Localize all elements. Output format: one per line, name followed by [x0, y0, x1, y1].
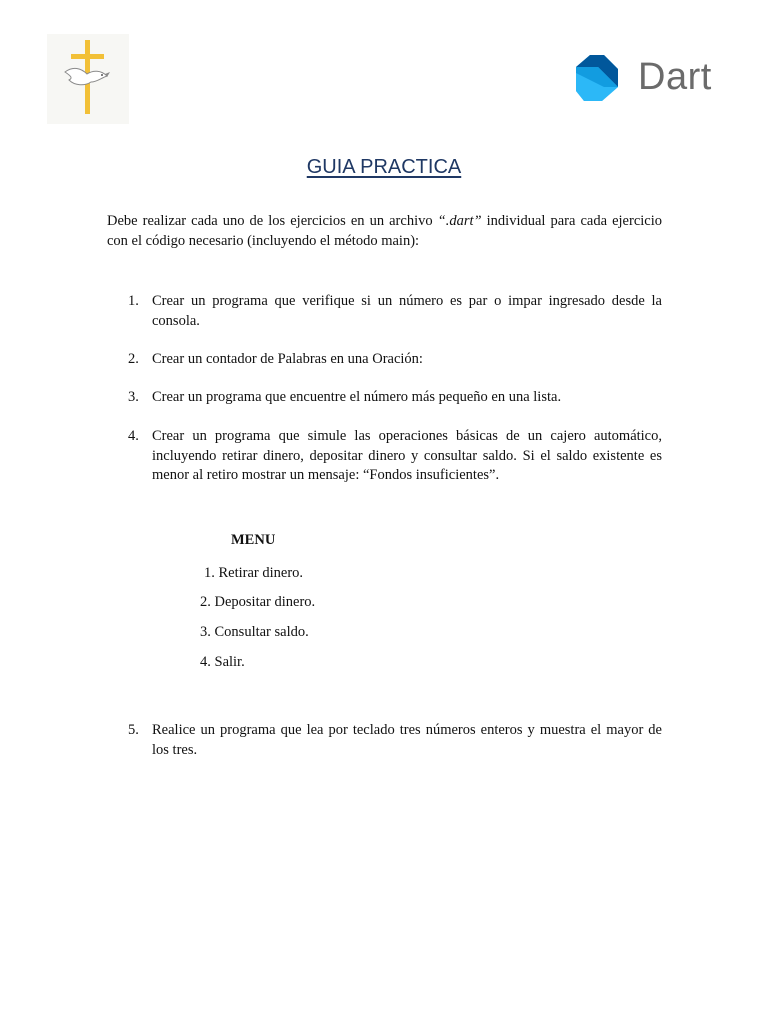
exercise-item [107, 388, 662, 408]
page-title: GUIA PRACTICA [306, 156, 462, 178]
exercise-number: 5. [128, 722, 139, 738]
intro-text-before: Debe realizar cada uno de los ejercicios en un archivo [107, 213, 438, 229]
exercise-item [107, 721, 662, 760]
cross-dove-icon [47, 34, 129, 124]
intro-paragraph [107, 212, 662, 251]
exercise-item [107, 292, 662, 331]
exercise-text: Crear un contador de Palabras en una Oración: [152, 351, 423, 367]
exercise-number: 2. [128, 351, 139, 367]
menu-item: 2. Depositar dinero. [200, 594, 316, 610]
exercise-text: Realice un programa que lea por teclado tres números enteros y muestra el mayor de los tres. [152, 722, 662, 758]
exercise-text: Crear un programa que encuentre el número más pequeño en una lista. [152, 389, 562, 405]
intro-file-extension: “.dart” [437, 213, 482, 229]
dart-logo-icon [574, 53, 620, 101]
menu-item: 4. Salir. [200, 654, 245, 670]
exercise-item [107, 427, 662, 486]
menu-item: 1. Retirar dinero. [204, 565, 304, 581]
intro-text-after: individual para cada ejercicio con el código necesario (incluyendo el método main): [107, 213, 662, 249]
exercise-number: 3. [128, 389, 139, 405]
exercise-number: 4. [128, 428, 139, 444]
exercise-number: 1. [128, 293, 139, 309]
cross-and-dove-logo [47, 34, 129, 124]
menu-item: 3. Consultar saldo. [200, 624, 309, 640]
exercise-item [107, 350, 662, 370]
menu-title: MENU [231, 532, 276, 548]
dart-wordmark: Dart [638, 55, 712, 98]
exercise-text: Crear un programa que verifique si un número es par o impar ingresado desde la consola. [152, 293, 662, 329]
exercise-text: Crear un programa que simule las operaciones básicas de un cajero automático, incluyendo retirar dinero, depositar dinero y consultar saldo. Si el saldo existente es menor al retiro mostrar un mensaje: “Fondos insuficientes”. [152, 428, 662, 483]
dart-logo [574, 52, 712, 102]
